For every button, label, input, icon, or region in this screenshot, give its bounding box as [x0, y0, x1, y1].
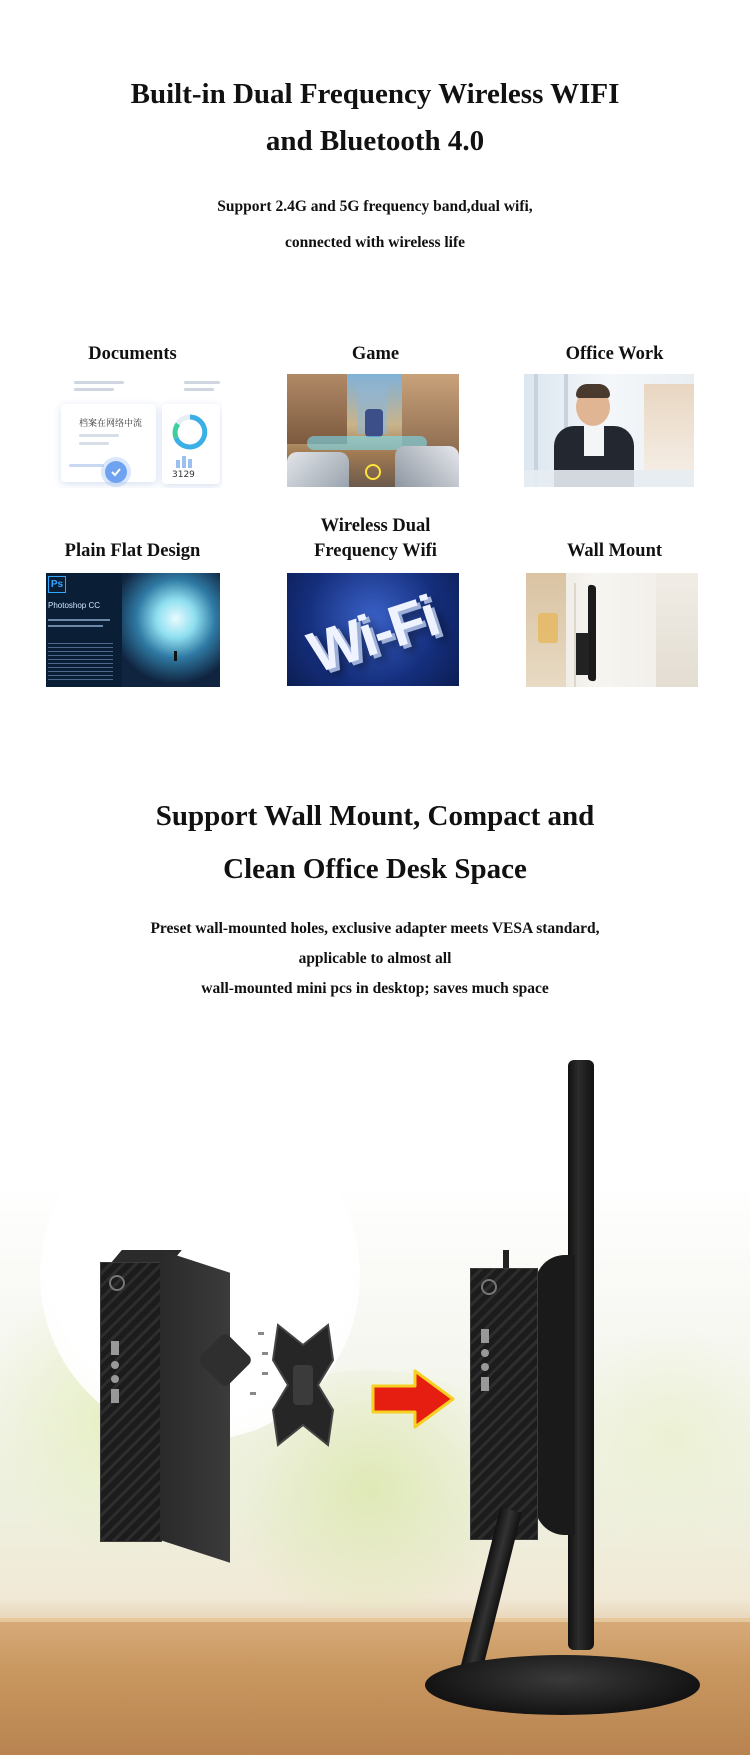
- screw-icon: [258, 1332, 264, 1335]
- audio-jack-icon: [111, 1361, 119, 1369]
- section2-title-line2: Clean Office Desk Space: [223, 853, 527, 885]
- screw-icon: [250, 1392, 256, 1395]
- ps-badge: Ps: [48, 576, 66, 593]
- doc-number: 3129: [172, 470, 195, 480]
- section2-title-line1: Support Wall Mount, Compact and: [155, 800, 595, 832]
- audio-jack-icon: [481, 1349, 489, 1357]
- section1-subtitle-line1: Support 2.4G and 5G frequency band,dual wifi,: [217, 198, 533, 215]
- usb-port-icon: [481, 1377, 489, 1391]
- donut-chart-icon: [170, 412, 210, 452]
- audio-jack-icon: [111, 1375, 119, 1383]
- tile-label-game: Game: [351, 344, 400, 364]
- wall-mount-product-scene: [0, 1040, 750, 1755]
- audio-jack-icon: [481, 1363, 489, 1371]
- shield-check-icon: [105, 461, 127, 483]
- ps-product-name: Photoshop CC: [48, 601, 101, 610]
- arrow-right-icon: [370, 1368, 456, 1430]
- tile-label-plain-flat-design: Plain Flat Design: [64, 541, 201, 561]
- usb-port-icon: [111, 1389, 119, 1403]
- usb-port-icon: [111, 1341, 119, 1355]
- tile-label-office-work: Office Work: [565, 344, 664, 364]
- section1-title-line2: and Bluetooth 4.0: [265, 125, 485, 157]
- section2-subtitle-line3: wall-mounted mini pcs in desktop; saves much space: [201, 980, 549, 997]
- tile-label-wifi-line2: Frequency Wifi: [314, 541, 437, 561]
- monitor-stand-base: [425, 1655, 700, 1715]
- section2-subtitle-line1: Preset wall-mounted holes, exclusive adapter meets VESA standard,: [150, 920, 600, 937]
- wall-mount-room-image: [526, 573, 698, 687]
- section1-title-line1: Built-in Dual Frequency Wireless WIFI: [130, 78, 620, 110]
- usb-port-icon: [481, 1329, 489, 1343]
- wifi-antenna: [503, 1250, 509, 1270]
- photoshop-splash-image: [46, 573, 220, 687]
- power-button-icon: [109, 1275, 125, 1291]
- game-screenshot-image: [287, 374, 459, 487]
- tile-label-wall-mount: Wall Mount: [566, 541, 663, 561]
- wifi-logo-image: [287, 573, 459, 686]
- tile-label-documents: Documents: [88, 344, 177, 364]
- vesa-bracket: [268, 1320, 338, 1450]
- office-people-image: [524, 374, 694, 487]
- wifi-text: Wi-Fi: [300, 583, 446, 686]
- mounted-minipc: [470, 1268, 538, 1540]
- doc-chinese-heading: 档案在网络中流: [79, 419, 143, 429]
- documents-app-image: [47, 374, 222, 488]
- section1-subtitle-line2: connected with wireless life: [284, 234, 466, 251]
- section2-subtitle-line2: applicable to almost all: [298, 950, 452, 967]
- tile-label-wifi-line1: Wireless Dual: [320, 516, 431, 536]
- minipc-front: [100, 1262, 162, 1542]
- monitor-back: [535, 1255, 575, 1535]
- power-button-icon: [481, 1279, 497, 1295]
- minipc-side: [160, 1250, 230, 1563]
